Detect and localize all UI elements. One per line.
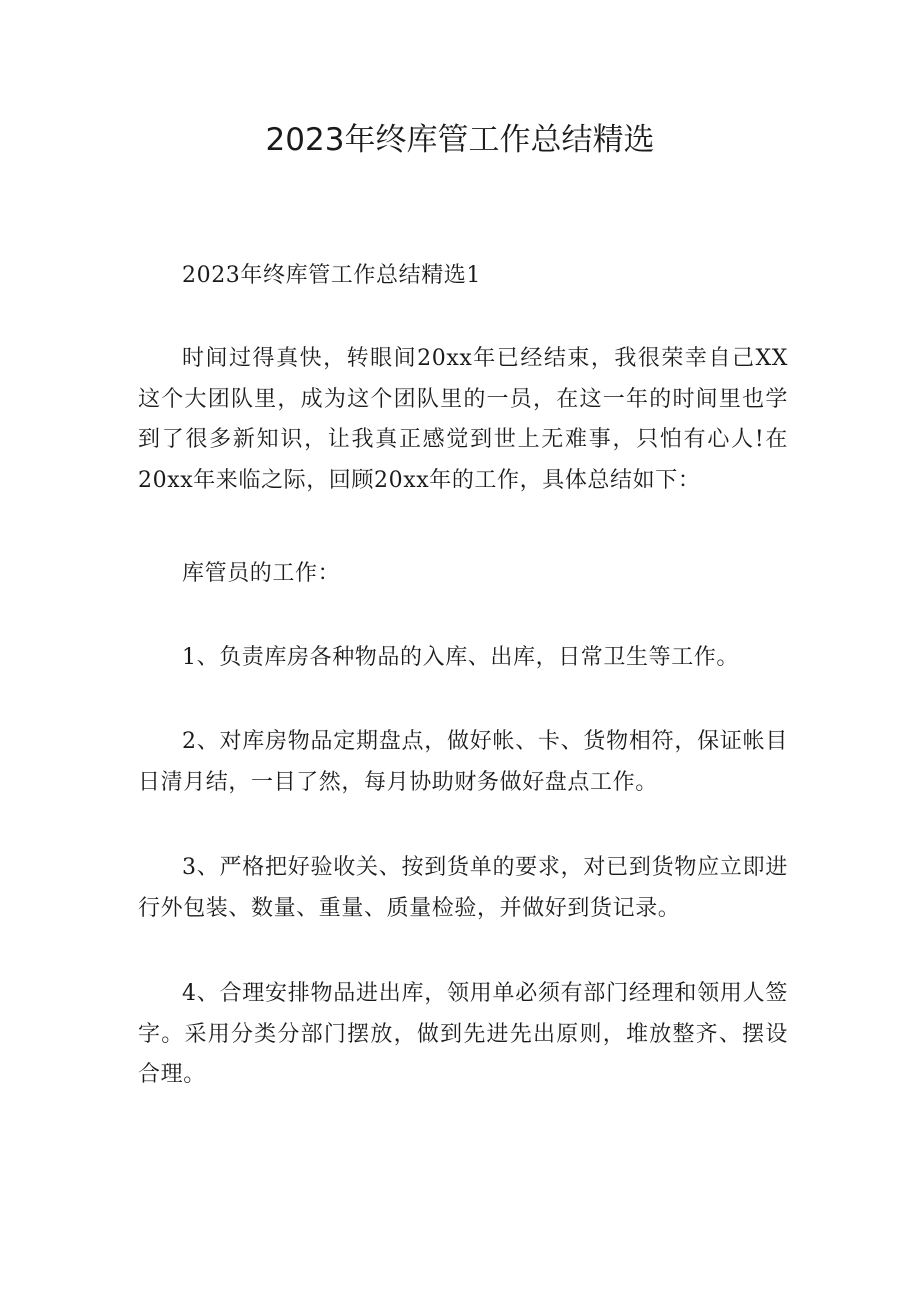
intro-paragraph: 时间过得真快，转眼间20xx年已经结束，我很荣幸自己XX这个大团队里，成为这个团队里的一员，在这一年的时间里也学到了很多新知识，让我真正感觉到世上无难事，只怕有心人!在20xx年来临之际，回顾20xx年的工作，具体总结如下： xyxy=(138,346,788,493)
section-subtitle: 2023年终库管工作总结精选1 xyxy=(182,263,481,288)
list-item: 2、对库房物品定期盘点，做好帐、卡、货物相符，保证帐目日清月结，一目了然，每月协助财务做好盘点工作。 xyxy=(138,729,788,795)
role-heading: 库管员的工作： xyxy=(182,561,341,586)
list-item: 4、合理安排物品进出库，领用单必须有部门经理和领用人签字。采用分类分部门摆放，做到先进先出原则，堆放整齐、摆设合理。 xyxy=(138,981,788,1087)
list-item: 3、严格把好验收关、按到货单的要求，对已到货物应立即进行外包装、数量、重量、质量检验，并做好到货记录。 xyxy=(138,855,788,921)
document-title: 2023年终库管工作总结精选 xyxy=(265,122,655,158)
list-item: 1、负责库房各种物品的入库、出库，日常卫生等工作。 xyxy=(182,645,739,670)
